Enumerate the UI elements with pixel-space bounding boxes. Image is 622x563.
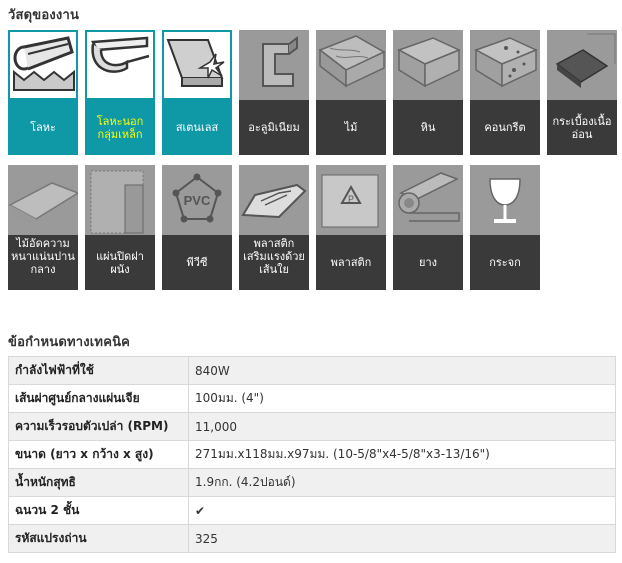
material-tile-frp[interactable]	[239, 165, 309, 290]
table-row	[9, 357, 616, 385]
table-row	[9, 385, 616, 413]
spec-key: เส้นผ่าศูนย์กลางแผ่นเจีย	[9, 385, 189, 413]
table-row	[9, 413, 616, 441]
material-tile-glass[interactable]	[470, 165, 540, 290]
wood-plank-icon	[316, 30, 386, 100]
pvc-text: PVC	[183, 193, 211, 208]
material-label: ไม้อัดความหนาแน่นปานกลาง	[8, 235, 78, 290]
sheet-spark-icon	[162, 30, 232, 100]
materials-title: วัสดุของงาน	[8, 8, 80, 23]
aluminium-profile-icon	[239, 30, 309, 100]
material-tile-plastic[interactable]	[316, 165, 386, 290]
material-tile-soft-tile[interactable]	[547, 30, 617, 155]
concrete-block-icon	[470, 30, 540, 100]
material-tile-stone[interactable]	[393, 30, 463, 155]
material-label: อะลูมิเนียม	[239, 100, 309, 155]
spec-table	[8, 356, 616, 553]
spec-value: 1.9กก. (4.2ปอนด์)	[189, 469, 616, 497]
spec-value: 325	[189, 525, 616, 553]
material-tile-pvc[interactable]	[162, 165, 232, 290]
material-tile-wood[interactable]	[316, 30, 386, 155]
table-row	[9, 441, 616, 469]
pvc-molecule-icon	[162, 165, 232, 235]
mdf-board-icon	[8, 165, 78, 235]
material-label: พีวีซี	[162, 235, 232, 290]
metal-pipe-icon	[8, 30, 78, 100]
spec-key: รหัสแปรงถ่าน	[9, 525, 189, 553]
boat-icon	[239, 165, 309, 235]
spec-value: 100มม. (4")	[189, 385, 616, 413]
material-tile-sheet-metal[interactable]	[85, 30, 155, 155]
material-tile-aluminium[interactable]	[239, 30, 309, 155]
checkmark-icon: ✔	[189, 497, 616, 525]
spec-value: 840W	[189, 357, 616, 385]
material-label: กระจก	[470, 235, 540, 290]
material-label: โลหะนอกกลุ่มเหล็ก	[85, 100, 155, 155]
recycle-icon	[316, 165, 386, 235]
spec-key: กำลังไฟฟ้าที่ใช้	[9, 357, 189, 385]
material-tile-metal[interactable]	[8, 30, 78, 155]
spec-value: 11,000	[189, 413, 616, 441]
wall-panel-icon	[85, 165, 155, 235]
table-row	[9, 525, 616, 553]
material-label: คอนกรีต	[470, 100, 540, 155]
material-tile-thick-wood[interactable]	[8, 165, 78, 290]
spec-key: ความเร็วรอบตัวเปล่า (RPM)	[9, 413, 189, 441]
material-label: สเตนเลส	[162, 100, 232, 155]
spec-key: ฉนวน 2 ชั้น	[9, 497, 189, 525]
spec-title: ข้อกำหนดทางเทคนิค	[8, 335, 131, 350]
spec-key: ขนาด (ยาว x กว้าง x สูง)	[9, 441, 189, 469]
wine-glass-icon	[470, 165, 540, 235]
material-label: หิน	[393, 100, 463, 155]
material-label: ไม้	[316, 100, 386, 155]
gutter-icon	[85, 30, 155, 100]
svg-text:P: P	[347, 194, 355, 204]
material-tile-concrete[interactable]	[470, 30, 540, 155]
spec-value: 271มม.x118มม.x97มม. (10-5/8"x4-5/8"x3-13/16")	[189, 441, 616, 469]
material-label: กระเบื้องเนื้ออ่อน	[547, 100, 617, 155]
rubber-roll-icon	[393, 165, 463, 235]
tile-icon	[547, 30, 617, 100]
material-label: โลหะ	[8, 100, 78, 155]
material-label: แผ่นปิดฝาผนัง	[85, 235, 155, 290]
table-row	[9, 469, 616, 497]
table-row	[9, 497, 616, 525]
material-label: พลาสติกเสริมแรงด้วยเส้นใย	[239, 235, 309, 290]
stone-block-icon	[393, 30, 463, 100]
material-tile-rubber[interactable]	[393, 165, 463, 290]
material-tile-stainless[interactable]	[162, 30, 232, 155]
material-label: ยาง	[393, 235, 463, 290]
material-label: พลาสติก	[316, 235, 386, 290]
material-tile-wall-board[interactable]	[85, 165, 155, 290]
spec-key: น้ำหนักสุทธิ	[9, 469, 189, 497]
